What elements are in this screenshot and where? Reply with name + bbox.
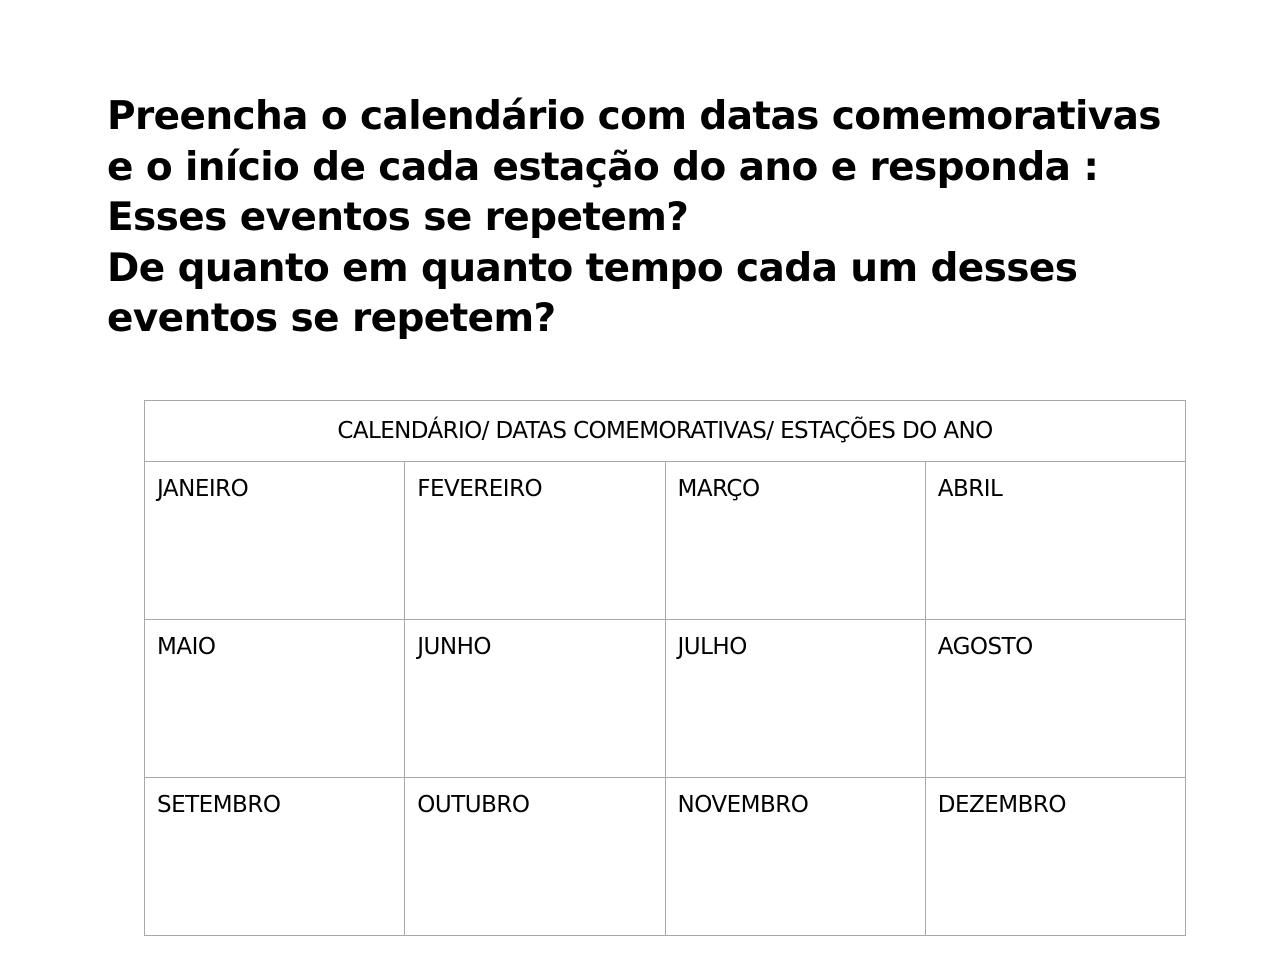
- month-label: NOVEMBRO: [677, 792, 809, 818]
- calendar-row: [145, 778, 1186, 936]
- month-cell-julho[interactable]: [665, 620, 925, 778]
- month-cell-maio[interactable]: [145, 620, 405, 778]
- month-label: DEZEMBRO: [937, 792, 1066, 818]
- month-cell-marco[interactable]: [665, 462, 925, 620]
- month-label: AGOSTO: [937, 634, 1033, 660]
- month-label: OUTUBRO: [417, 792, 530, 818]
- instruction-line: eventos se repetem?: [107, 296, 556, 341]
- calendar-row: [145, 620, 1186, 778]
- instruction-line: e o início de cada estação do ano e responda :: [107, 144, 1099, 190]
- calendar-title-row: [145, 401, 1186, 462]
- calendar-title: CALENDÁRIO/ DATAS COMEMORATIVAS/ ESTAÇÕES DO ANO: [337, 418, 993, 444]
- month-label: SETEMBRO: [157, 792, 281, 818]
- month-label: JUNHO: [417, 634, 491, 660]
- month-cell-outubro[interactable]: [405, 778, 665, 936]
- month-label: JULHO: [677, 634, 747, 660]
- instruction-line: Esses eventos se repetem?: [107, 195, 689, 240]
- calendar-table: [144, 400, 1186, 936]
- instruction-line: De quanto em quanto tempo cada um desses: [107, 245, 1078, 291]
- month-cell-fevereiro[interactable]: [405, 462, 665, 620]
- instruction-line: Preencha o calendário com datas comemorativas: [107, 94, 1161, 139]
- month-label: MAIO: [157, 634, 216, 660]
- month-cell-junho[interactable]: [405, 620, 665, 778]
- month-label: MARÇO: [677, 476, 760, 502]
- calendar-row: [145, 462, 1186, 620]
- month-cell-setembro[interactable]: [145, 778, 405, 936]
- month-cell-janeiro[interactable]: [145, 462, 405, 620]
- month-label: FEVEREIRO: [417, 476, 543, 502]
- month-label: JANEIRO: [157, 476, 249, 502]
- month-cell-dezembro[interactable]: [925, 778, 1185, 936]
- month-cell-abril[interactable]: [925, 462, 1185, 620]
- month-label: ABRIL: [937, 476, 1003, 502]
- instructions: [107, 92, 1227, 345]
- month-cell-agosto[interactable]: [925, 620, 1185, 778]
- calendar-title-cell: [145, 401, 1186, 462]
- month-cell-novembro[interactable]: [665, 778, 925, 936]
